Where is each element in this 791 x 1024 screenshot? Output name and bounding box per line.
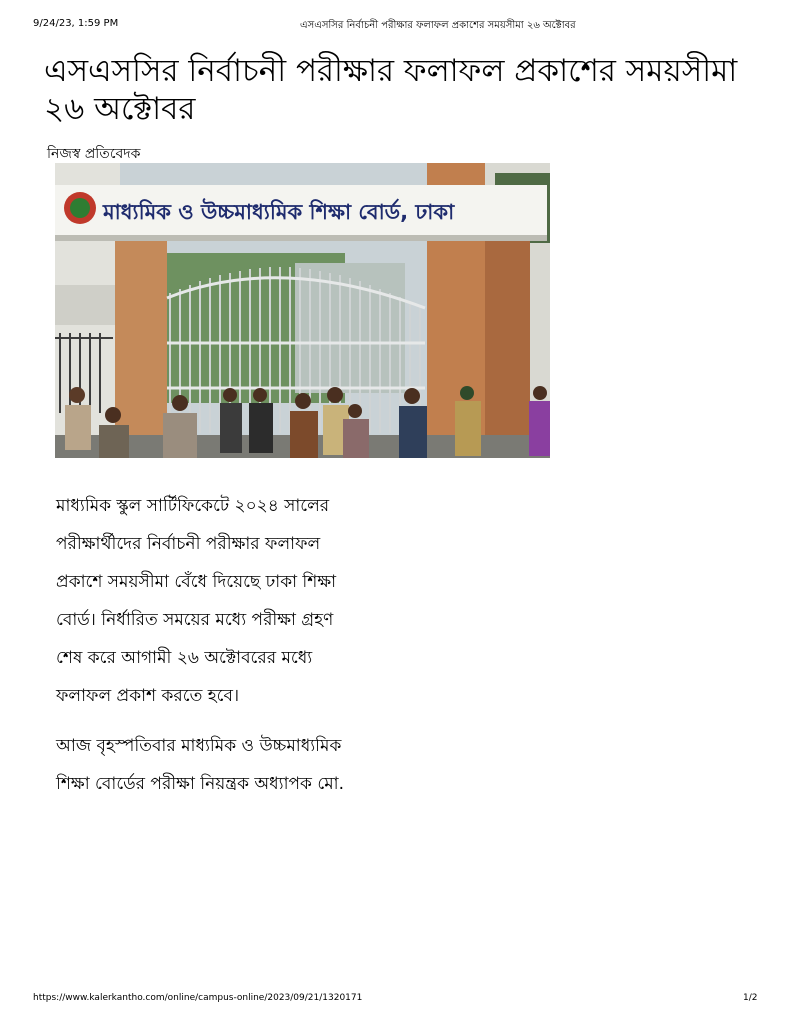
page-number: 1/2 [743, 993, 758, 1003]
article-photo [55, 163, 550, 458]
article-headline: এসএসসির নির্বাচনী পরীক্ষার ফলাফল প্রকাশের সময়সীমা ২৬ অক্টোবর [44, 53, 738, 127]
article-paragraph: আজ বৃহস্পতিবার মাধ্যমিক ও উচ্চমাধ্যমিক শিক্ষা বোর্ডের পরীক্ষা নিয়ন্ত্রক অধ্যাপক মো. [56, 736, 345, 794]
article-paragraph: মাধ্যমিক স্কুল সার্টিফিকেটে ২০২৪ সালের পরীক্ষার্থীদের নির্বাচনী পরীক্ষার ফলাফল প্রকাশে সময়সীমা বেঁধে দিয়েছে ঢাকা শিক্ষা বোর্ড। নির্ধারিত সময়ের মধ্যে পরীক্ষা গ্রহণ শেষ করে আগামী ২৬ অক্টোবরের মধ্যে ফলাফল প্রকাশ করতে হবে। [56, 496, 337, 706]
print-doc-title: এসএসসির নির্বাচনী পরীক্ষার ফলাফল প্রকাশের সময়সীমা ২৬ অক্টোবর [300, 20, 576, 31]
photo-sign-text: মাধ্যমিক ও উচ্চমাধ্যমিক শিক্ষা বোর্ড, ঢাকা [103, 200, 455, 224]
article-byline: নিজস্ব প্রতিবেদক [47, 146, 141, 162]
article-body [56, 487, 356, 815]
print-timestamp: 9/24/23, 1:59 PM [33, 18, 119, 29]
source-url-link[interactable]: https://www.kalerkantho.com/online/campus-online/2023/09/21/1320171 [33, 993, 363, 1003]
